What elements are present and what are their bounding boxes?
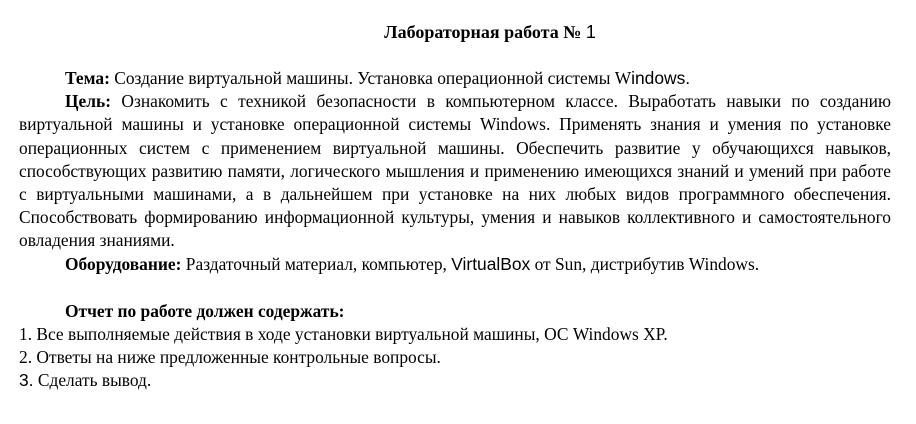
- report-item-2: [19, 346, 891, 369]
- report-item-3: [19, 369, 891, 392]
- equipment-brand: VirtualBox: [451, 253, 531, 274]
- topic-paragraph: [19, 67, 891, 90]
- report-item-number: 3.: [19, 370, 34, 391]
- equipment-label: Оборудование:: [65, 253, 182, 274]
- equipment-text: Раздаточный материал, компьютер,: [185, 253, 447, 274]
- report-item-text: Сделать вывод.: [37, 370, 152, 391]
- document-body: [19, 67, 891, 393]
- goal-label: Цель:: [65, 91, 111, 112]
- lab-title-text: Лабораторная работа №: [384, 22, 582, 42]
- lab-title: [0, 22, 916, 43]
- spacer: [19, 276, 891, 300]
- report-heading-text: Отчет по работе должен содержать:: [65, 300, 345, 321]
- report-item-text: Все выполняемые действия в ходе установки виртуальной машины, ОС Windows XP.: [36, 324, 668, 345]
- report-item-number: 1.: [19, 324, 33, 345]
- equipment-paragraph: [19, 253, 891, 276]
- topic-text: Создание виртуальной машины. Установка операционной системы W: [114, 68, 632, 88]
- report-item-text: Ответы на ниже предложенные контрольные вопросы.: [36, 347, 441, 368]
- goal-paragraph: [19, 90, 891, 252]
- report-item-number: 2.: [19, 347, 33, 368]
- report-heading: [19, 300, 891, 323]
- goal-text: Ознакомить с техникой безопасности в компьютерном классе. Выработать навыки по созданию виртуальной машины и установке операционной системы Windows. Применять знания и умения по установке операционных систем с применением виртуальной машины. Обеспечить развитие у обучающихся навыков, способствующих развитию памяти, логического мышления и применению имеющихся знаний и умений при работе с виртуальными машинами, а в дальнейшем при установке на них любых видов программного обеспечения. Способствовать формированию информационной культуры, умения и навыков коллективного и самостоятельного овладения знаниями.: [19, 91, 891, 251]
- equipment-text-after: от Sun, дистрибутив Windows.: [534, 253, 760, 274]
- report-item-1: [19, 323, 891, 346]
- lab-number: 1: [585, 22, 596, 42]
- topic-label: Тема:: [65, 68, 110, 88]
- topic-brand: indows.: [631, 68, 691, 88]
